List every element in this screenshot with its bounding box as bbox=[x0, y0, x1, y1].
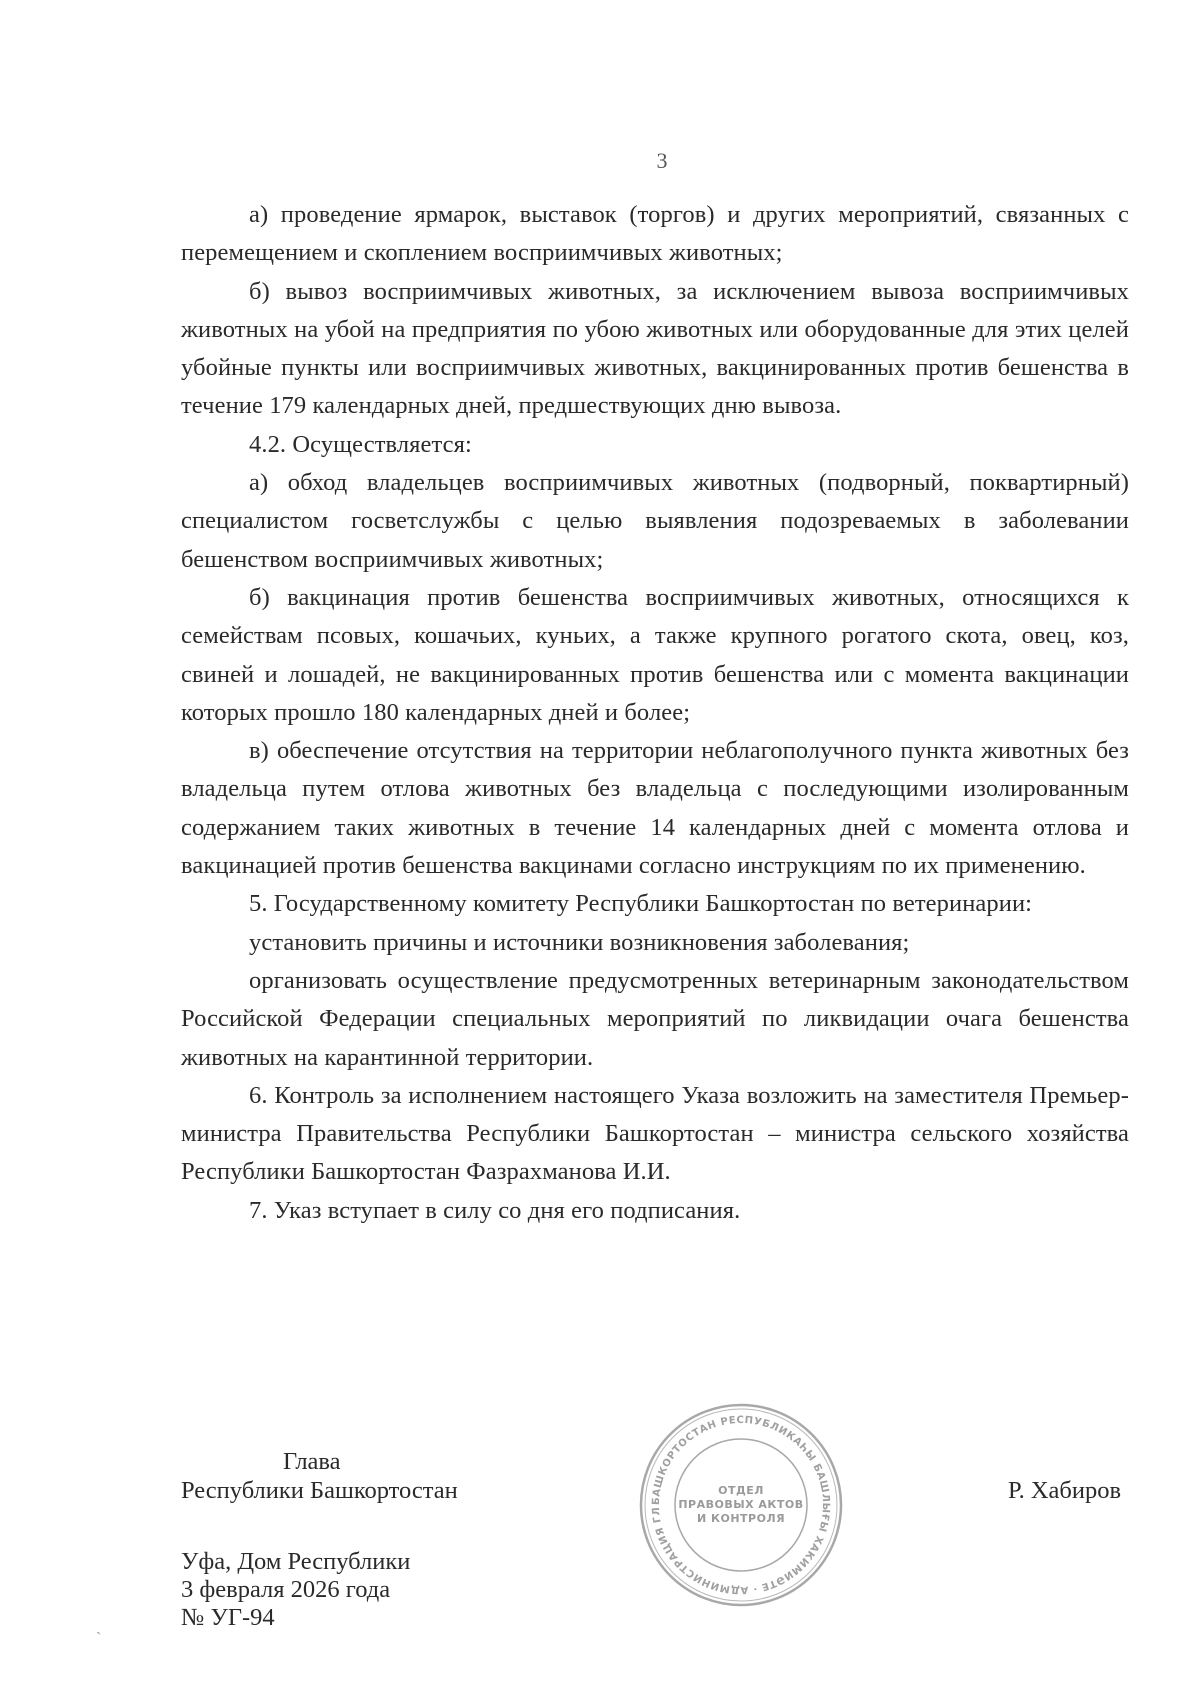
paragraph-4-2-heading: 4.2. Осуществляется: bbox=[249, 430, 472, 458]
paragraph-4-2-v: в) обеспечение отсутствия на территории неблагополучного пункта животных без владельца путем отлова животных без владельца с последующими изолированным содержанием таких животных в течение 14 календарных дней с момента отлова и вакцинацией против бешенства вакцинами согласно инструкциям по их применению. bbox=[181, 737, 1129, 880]
stamp-center-line-3: И КОНТРОЛЯ bbox=[696, 1512, 786, 1525]
page-number: 3 bbox=[656, 148, 668, 173]
stamp-center bbox=[636, 1400, 846, 1610]
place-date-block bbox=[181, 1548, 410, 1632]
paragraph-4-1-b: б) вывоз восприимчивых животных, за исключением вывоза восприимчивых животных на убой на предприятия по убою животных или оборудованные для этих целей убойные пункты или восприимчивых животных, вакцинированных против бешенства в течение 179 календарных дней, предшествующих дню вывоза. bbox=[181, 277, 1129, 420]
document-body bbox=[181, 196, 1129, 1230]
signatory-name: Р. Хабиров bbox=[1008, 1477, 1122, 1504]
paragraph-4-1-a: а) проведение ярмарок, выставок (торгов) и других мероприятий, связанных с перемещением и скоплением восприимчивых животных; bbox=[181, 201, 1129, 267]
official-stamp bbox=[636, 1400, 846, 1610]
paragraph-4-2-b: б) вакцинация против бешенства восприимчивых животных, относящихся к семействам псовых, кошачьих, куньих, а также крупного рогатого скота, овец, коз, свиней и лошадей, не вакцинированных против бешенства или с момента вакцинации которых прошло 180 календарных дней и более; bbox=[181, 583, 1129, 726]
margin-tick-icon: ˏ bbox=[96, 1618, 102, 1635]
stamp-center-line-2: ПРАВОВЫХ АКТОВ bbox=[678, 1498, 804, 1511]
signing-date: 3 февраля 2026 года bbox=[181, 1576, 391, 1603]
signatory-title-line-2: Республики Башкортостан bbox=[181, 1477, 458, 1504]
paragraph-5-item-1: установить причины и источники возникновения заболевания; bbox=[249, 928, 910, 956]
decree-number: № УГ-94 bbox=[181, 1604, 275, 1631]
paragraph-6: 6. Контроль за исполнением настоящего Указа возложить на заместителя Премьер-министра Правительства Республики Башкортостан – министра сельского хозяйства Республики Башкортостан Фазрахманова И.И. bbox=[181, 1081, 1129, 1186]
signing-place: Уфа, Дом Республики bbox=[181, 1548, 411, 1575]
signatory-title bbox=[181, 1447, 458, 1505]
stamp-center-line-1: ОТДЕЛ bbox=[718, 1484, 764, 1497]
paragraph-4-2-a: а) обход владельцев восприимчивых животных (подворный, поквартирный) специалистом госветслужбы с целью выявления подозреваемых в заболевании бешенством восприимчивых животных; bbox=[181, 469, 1129, 573]
paragraph-7: 7. Указ вступает в силу со дня его подписания. bbox=[249, 1196, 741, 1224]
stamp-ring-text: БАШКОРТОСТАН РЕСПУБЛИКАҺЫ БАШЛЫҒЫ ХАКИМИӘТЕ · АДМИНИСТРАЦИЯ ГЛ bbox=[650, 1414, 832, 1596]
paragraph-5-item-2: организовать осуществление предусмотренных ветеринарным законодательством Российской Федерации специальных мероприятий по ликвидации очага бешенства животных на карантинной территории. bbox=[181, 966, 1129, 1071]
paragraph-5: 5. Государственному комитету Республики Башкортостан по ветеринарии: bbox=[249, 890, 1033, 918]
signatory-title-line-1: Глава bbox=[283, 1448, 341, 1475]
